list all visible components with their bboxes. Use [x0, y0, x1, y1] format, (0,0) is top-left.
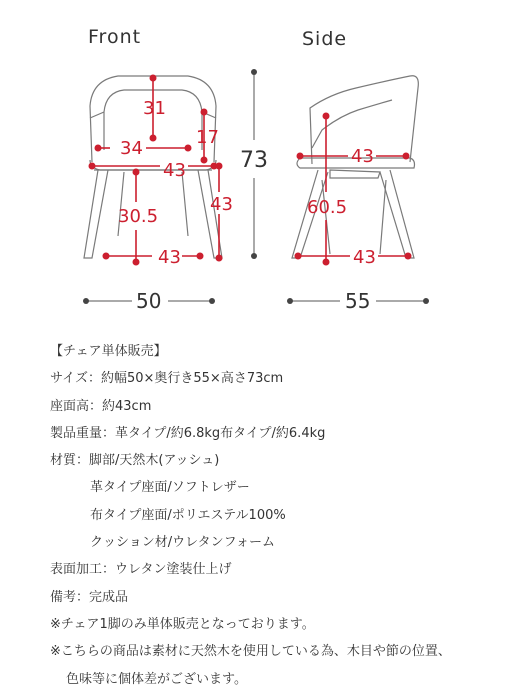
front-backrest-height-label: 31 — [143, 98, 166, 119]
spec-finish: 表面加工：ウレタン塗装仕上げ — [50, 562, 232, 578]
spec-note-natural-wood: ※こちらの商品は素材に天然木を使用している為、木目や節の位置、 — [50, 644, 451, 660]
front-seat-height-label: 43 — [210, 194, 233, 215]
front-leg-height-label: 30.5 — [118, 206, 159, 227]
front-armrest-height-label: 17 — [196, 127, 219, 148]
side-view-label: Side — [302, 28, 348, 50]
overall-width-label: 50 — [136, 289, 162, 313]
spec-title: 【チェア単体販売】 — [50, 344, 167, 359]
overall-depth-dimension — [287, 289, 429, 313]
overall-height-dimension — [240, 69, 268, 259]
dimension-diagram — [0, 0, 525, 330]
spec-material-leather: 革タイプ座面/ソフトレザー — [90, 480, 250, 496]
spec-seat-height: 座面高：約43cm — [50, 398, 152, 414]
front-view-label: Front — [88, 26, 142, 48]
overall-width-dimension — [83, 289, 215, 313]
front-inner-width-label: 34 — [120, 138, 143, 159]
side-seat-height-label: 60.5 — [307, 197, 348, 218]
front-leg-span-label: 43 — [158, 247, 181, 268]
side-seat-depth-label: 43 — [351, 146, 374, 167]
spec-material-cushion: クッション材/ウレタンフォーム — [90, 535, 275, 551]
spec-size: サイズ：約幅50×奥行き55×高さ73cm — [50, 371, 284, 387]
spec-note-natural-wood-cont: 色味等に個体差がございます。 — [66, 671, 247, 687]
spec-list — [50, 338, 520, 693]
front-seat-width-label: 43 — [163, 160, 186, 181]
spec-material-fabric: 布タイプ座面/ポリエステル100% — [90, 507, 286, 523]
overall-depth-label: 55 — [345, 289, 371, 313]
spec-remarks: 備考：完成品 — [50, 589, 129, 605]
chair-dimension-svg — [0, 0, 525, 330]
overall-height-label: 73 — [240, 148, 268, 173]
spec-weight: 製品重量：革タイプ/約6.8kg布タイプ/約6.4kg — [50, 425, 326, 441]
spec-material: 材質：脚部/天然木(アッシュ) — [50, 453, 220, 469]
spec-note-single-sale: ※チェア1脚のみ単体販売となっております。 — [50, 616, 315, 632]
side-leg-span-label: 43 — [353, 247, 376, 268]
front-dimensions — [89, 75, 233, 269]
